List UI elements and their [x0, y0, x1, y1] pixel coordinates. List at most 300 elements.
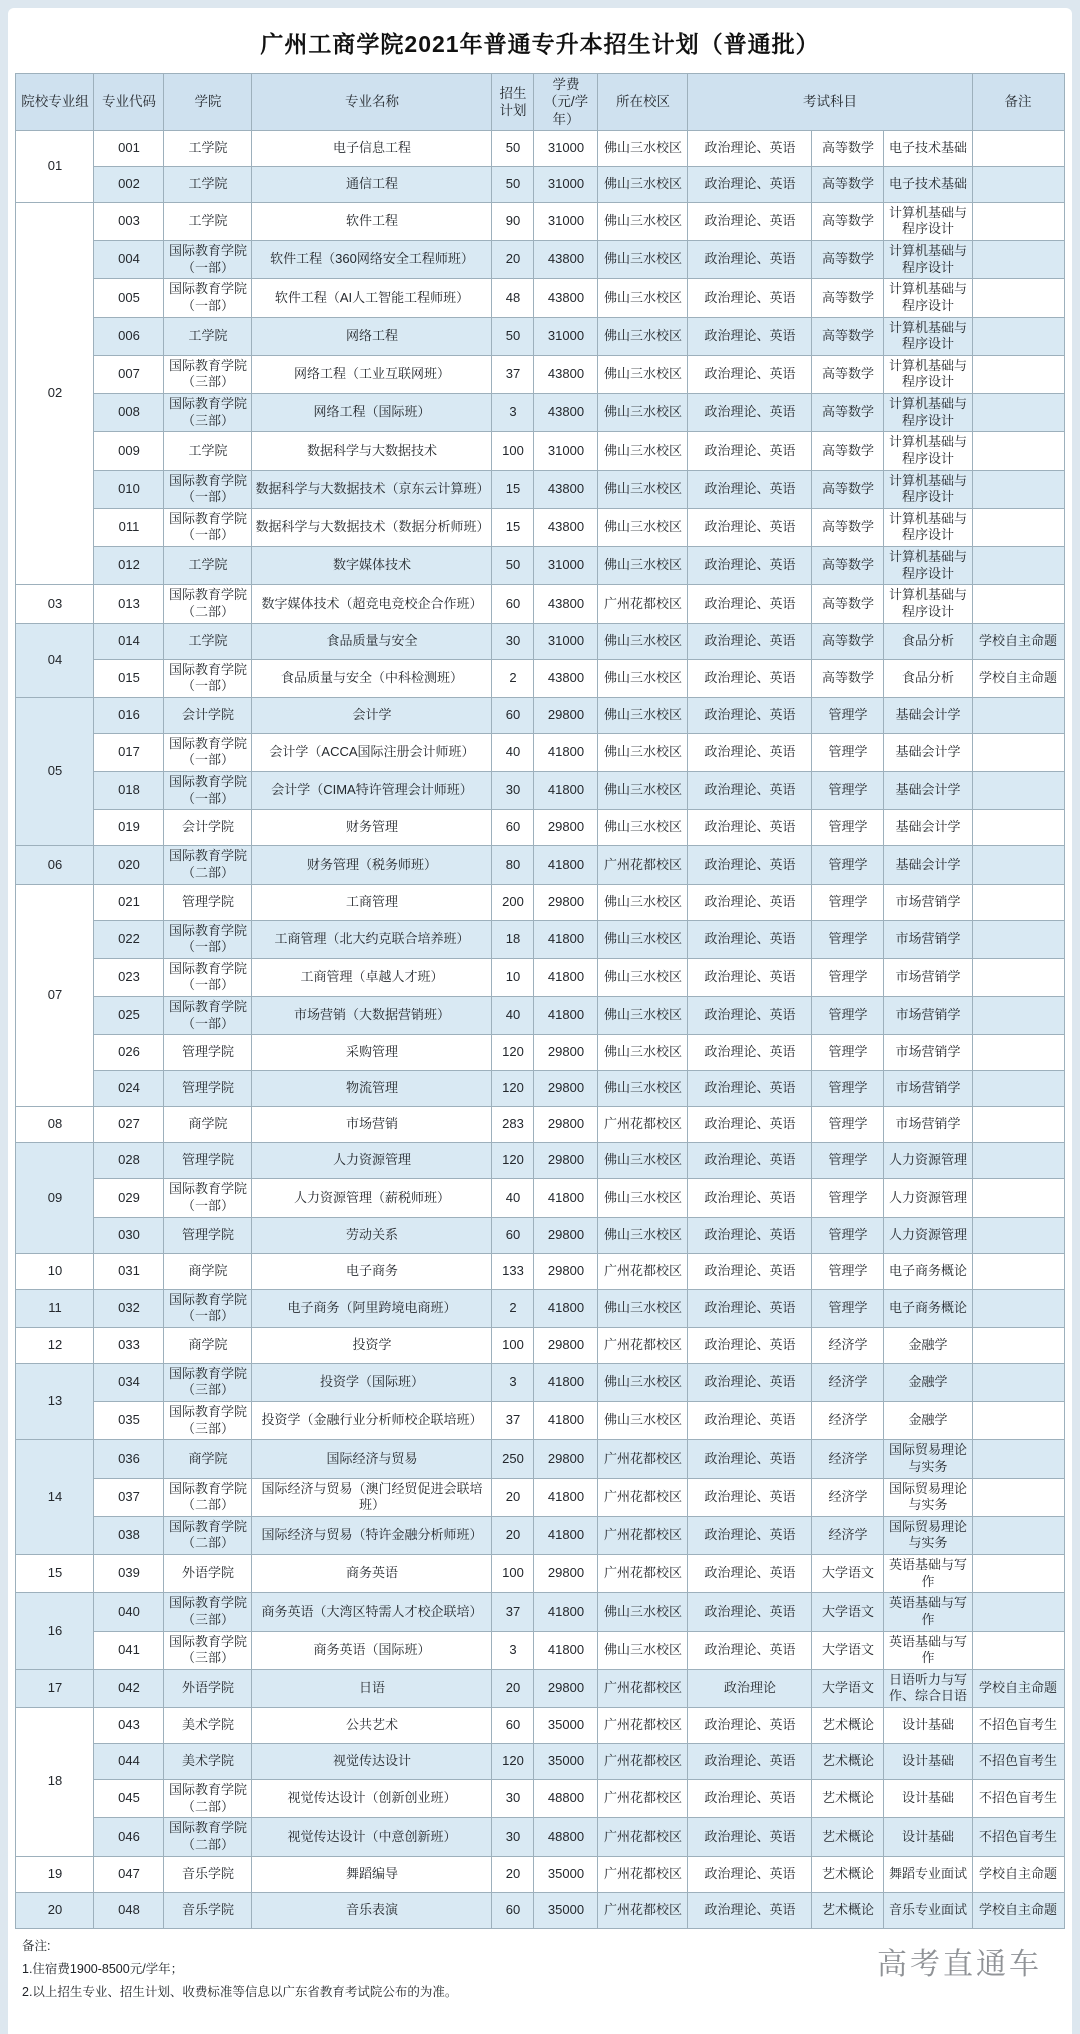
cell-note: [972, 846, 1064, 884]
cell-major: 软件工程: [252, 202, 492, 240]
cell-college: 工学院: [164, 130, 252, 166]
cell-note: 学校自主命题: [972, 623, 1064, 659]
cell-campus: 佛山三水校区: [598, 772, 688, 810]
cell-fee: 43800: [534, 241, 598, 279]
table-body: [16, 130, 1064, 1928]
cell-plan: 60: [492, 1217, 534, 1253]
header-plan: 招生计划: [492, 74, 534, 131]
footnote-line: 2.以上招生专业、招生计划、收费标准等信息以广东省教育考试院公布的为准。: [22, 1984, 458, 1999]
cell-exam1: 政治理论、英语: [688, 394, 812, 432]
cell-fee: 48800: [534, 1818, 598, 1856]
cell-code: 039: [94, 1555, 164, 1593]
cell-exam3: 基础会计学: [884, 810, 972, 846]
cell-exam2: 高等数学: [812, 432, 884, 470]
cell-exam2: 高等数学: [812, 508, 884, 546]
cell-college: 会计学院: [164, 697, 252, 733]
cell-note: [972, 1516, 1064, 1554]
cell-campus: 广州花都校区: [598, 846, 688, 884]
table-row: [16, 1253, 1064, 1289]
cell-college: 商学院: [164, 1327, 252, 1363]
cell-group: 02: [16, 202, 94, 585]
cell-exam1: 政治理论、英语: [688, 1631, 812, 1669]
cell-exam3: 计算机基础与程序设计: [884, 547, 972, 585]
cell-code: 014: [94, 623, 164, 659]
cell-code: 009: [94, 432, 164, 470]
cell-exam3: 设计基础: [884, 1780, 972, 1818]
table-row: [16, 659, 1064, 697]
cell-exam2: 管理学: [812, 1143, 884, 1179]
cell-fee: 29800: [534, 1253, 598, 1289]
header-exam: 考试科目: [688, 74, 972, 131]
cell-exam1: 政治理论、英语: [688, 1555, 812, 1593]
cell-college: 管理学院: [164, 1071, 252, 1107]
cell-campus: 佛山三水校区: [598, 1035, 688, 1071]
cell-exam3: 音乐专业面试: [884, 1892, 972, 1928]
cell-exam1: 政治理论、英语: [688, 1780, 812, 1818]
cell-note: [972, 1143, 1064, 1179]
cell-exam1: 政治理论、英语: [688, 355, 812, 393]
cell-major: 人力资源管理: [252, 1143, 492, 1179]
table-row: [16, 846, 1064, 884]
cell-fee: 29800: [534, 1071, 598, 1107]
cell-note: [972, 958, 1064, 996]
cell-college: 美术学院: [164, 1744, 252, 1780]
cell-note: [972, 585, 1064, 623]
cell-plan: 2: [492, 1289, 534, 1327]
cell-code: 030: [94, 1217, 164, 1253]
cell-note: [972, 1555, 1064, 1593]
cell-note: [972, 241, 1064, 279]
cell-group: 03: [16, 585, 94, 623]
cell-campus: 广州花都校区: [598, 1818, 688, 1856]
cell-note: [972, 1631, 1064, 1669]
cell-plan: 2: [492, 659, 534, 697]
cell-exam1: 政治理论、英语: [688, 470, 812, 508]
cell-major: 商务英语（大湾区特需人才校企联培）: [252, 1593, 492, 1631]
cell-code: 017: [94, 733, 164, 771]
header-campus: 所在校区: [598, 74, 688, 131]
cell-code: 020: [94, 846, 164, 884]
cell-major: 国际经济与贸易（澳门经贸促进会联培班）: [252, 1478, 492, 1516]
cell-campus: 佛山三水校区: [598, 1593, 688, 1631]
table-row: [16, 1363, 1064, 1401]
cell-group: 12: [16, 1327, 94, 1363]
cell-code: 023: [94, 958, 164, 996]
cell-exam1: 政治理论、英语: [688, 1071, 812, 1107]
watermark: 高考直通车: [877, 1947, 1042, 1981]
cell-code: 025: [94, 997, 164, 1035]
cell-college: 国际教育学院（一部）: [164, 958, 252, 996]
table-row: [16, 884, 1064, 920]
cell-fee: 41800: [534, 733, 598, 771]
cell-exam3: 电子商务概论: [884, 1289, 972, 1327]
table-row: [16, 432, 1064, 470]
cell-college: 工学院: [164, 432, 252, 470]
cell-exam3: 计算机基础与程序设计: [884, 202, 972, 240]
cell-major: 网络工程（工业互联网班）: [252, 355, 492, 393]
cell-exam2: 管理学: [812, 1107, 884, 1143]
cell-fee: 41800: [534, 997, 598, 1035]
cell-group: 04: [16, 623, 94, 697]
cell-college: 商学院: [164, 1253, 252, 1289]
cell-campus: 佛山三水校区: [598, 1217, 688, 1253]
cell-major: 舞蹈编导: [252, 1856, 492, 1892]
table-row: [16, 1780, 1064, 1818]
cell-major: 会计学: [252, 697, 492, 733]
cell-major: 采购管理: [252, 1035, 492, 1071]
cell-code: 033: [94, 1327, 164, 1363]
cell-plan: 37: [492, 355, 534, 393]
cell-campus: 佛山三水校区: [598, 1402, 688, 1440]
cell-campus: 佛山三水校区: [598, 470, 688, 508]
cell-college: 商学院: [164, 1107, 252, 1143]
cell-group: 17: [16, 1669, 94, 1707]
cell-code: 016: [94, 697, 164, 733]
cell-exam1: 政治理论、英语: [688, 1440, 812, 1478]
table-row: [16, 1593, 1064, 1631]
table-row: [16, 1217, 1064, 1253]
cell-exam2: 管理学: [812, 997, 884, 1035]
cell-college: 国际教育学院（一部）: [164, 920, 252, 958]
cell-note: 不招色盲考生: [972, 1708, 1064, 1744]
cell-college: 国际教育学院（二部）: [164, 1780, 252, 1818]
cell-fee: 41800: [534, 1402, 598, 1440]
header-note: 备注: [972, 74, 1064, 131]
table-row: [16, 508, 1064, 546]
cell-exam2: 管理学: [812, 1289, 884, 1327]
cell-campus: 佛山三水校区: [598, 1143, 688, 1179]
cell-campus: 佛山三水校区: [598, 810, 688, 846]
cell-exam3: 人力资源管理: [884, 1143, 972, 1179]
cell-campus: 佛山三水校区: [598, 432, 688, 470]
cell-major: 工商管理（卓越人才班）: [252, 958, 492, 996]
cell-plan: 50: [492, 130, 534, 166]
cell-exam2: 管理学: [812, 846, 884, 884]
cell-note: [972, 1440, 1064, 1478]
cell-note: 学校自主命题: [972, 1892, 1064, 1928]
cell-exam1: 政治理论、英语: [688, 697, 812, 733]
cell-fee: 41800: [534, 920, 598, 958]
cell-campus: 广州花都校区: [598, 1555, 688, 1593]
cell-exam2: 经济学: [812, 1440, 884, 1478]
cell-exam2: 管理学: [812, 1179, 884, 1217]
cell-note: [972, 432, 1064, 470]
cell-exam2: 管理学: [812, 884, 884, 920]
cell-exam1: 政治理论、英语: [688, 623, 812, 659]
cell-major: 电子商务: [252, 1253, 492, 1289]
cell-plan: 15: [492, 470, 534, 508]
cell-exam1: 政治理论、英语: [688, 508, 812, 546]
cell-plan: 48: [492, 279, 534, 317]
cell-fee: 29800: [534, 1035, 598, 1071]
cell-fee: 31000: [534, 130, 598, 166]
cell-exam3: 国际贸易理论与实务: [884, 1440, 972, 1478]
cell-fee: 41800: [534, 772, 598, 810]
cell-note: [972, 1071, 1064, 1107]
header-major: 专业名称: [252, 74, 492, 131]
cell-note: [972, 772, 1064, 810]
cell-plan: 50: [492, 547, 534, 585]
cell-fee: 35000: [534, 1744, 598, 1780]
cell-fee: 41800: [534, 1179, 598, 1217]
cell-note: [972, 810, 1064, 846]
cell-plan: 18: [492, 920, 534, 958]
cell-exam3: 电子技术基础: [884, 166, 972, 202]
cell-campus: 广州花都校区: [598, 1892, 688, 1928]
table-row: [16, 623, 1064, 659]
cell-exam2: 大学语文: [812, 1669, 884, 1707]
cell-plan: 100: [492, 1327, 534, 1363]
cell-campus: 佛山三水校区: [598, 547, 688, 585]
content-card: [8, 8, 1072, 2034]
cell-campus: 广州花都校区: [598, 1780, 688, 1818]
cell-note: [972, 166, 1064, 202]
table-row: [16, 166, 1064, 202]
cell-college: 国际教育学院（一部）: [164, 1179, 252, 1217]
cell-note: [972, 1289, 1064, 1327]
cell-college: 工学院: [164, 547, 252, 585]
cell-major: 网络工程（国际班）: [252, 394, 492, 432]
table-row: [16, 1143, 1064, 1179]
cell-exam3: 基础会计学: [884, 846, 972, 884]
table-row: [16, 279, 1064, 317]
table-row: [16, 1402, 1064, 1440]
cell-exam3: 英语基础与写作: [884, 1593, 972, 1631]
cell-exam1: 政治理论、英语: [688, 1818, 812, 1856]
cell-exam1: 政治理论、英语: [688, 810, 812, 846]
cell-group: 20: [16, 1892, 94, 1928]
cell-note: [972, 1478, 1064, 1516]
cell-note: [972, 547, 1064, 585]
cell-exam3: 计算机基础与程序设计: [884, 241, 972, 279]
cell-exam3: 英语基础与写作: [884, 1631, 972, 1669]
cell-exam3: 电子商务概论: [884, 1253, 972, 1289]
cell-major: 软件工程（360网络安全工程师班）: [252, 241, 492, 279]
cell-exam1: 政治理论、英语: [688, 130, 812, 166]
cell-major: 会计学（CIMA特许管理会计师班）: [252, 772, 492, 810]
cell-campus: 佛山三水校区: [598, 623, 688, 659]
cell-major: 数字媒体技术（超竞电竞校企合作班）: [252, 585, 492, 623]
cell-major: 音乐表演: [252, 1892, 492, 1928]
cell-group: 06: [16, 846, 94, 884]
cell-note: [972, 884, 1064, 920]
cell-fee: 29800: [534, 1107, 598, 1143]
cell-group: 09: [16, 1143, 94, 1253]
cell-exam2: 高等数学: [812, 394, 884, 432]
cell-campus: 佛山三水校区: [598, 1289, 688, 1327]
cell-note: 学校自主命题: [972, 1669, 1064, 1707]
cell-plan: 40: [492, 997, 534, 1035]
cell-campus: 佛山三水校区: [598, 317, 688, 355]
cell-exam2: 高等数学: [812, 355, 884, 393]
cell-plan: 100: [492, 1555, 534, 1593]
cell-college: 国际教育学院（一部）: [164, 997, 252, 1035]
cell-note: [972, 130, 1064, 166]
cell-exam2: 艺术概论: [812, 1856, 884, 1892]
cell-exam3: 舞蹈专业面试: [884, 1856, 972, 1892]
cell-code: 035: [94, 1402, 164, 1440]
cell-note: [972, 1363, 1064, 1401]
cell-code: 002: [94, 166, 164, 202]
cell-note: [972, 1179, 1064, 1217]
table-row: [16, 1035, 1064, 1071]
cell-major: 商务英语: [252, 1555, 492, 1593]
cell-exam2: 管理学: [812, 810, 884, 846]
cell-major: 会计学（ACCA国际注册会计师班）: [252, 733, 492, 771]
cell-fee: 35000: [534, 1708, 598, 1744]
cell-fee: 41800: [534, 1593, 598, 1631]
footer: [22, 1935, 1058, 2004]
cell-exam1: 政治理论、英语: [688, 772, 812, 810]
cell-group: 16: [16, 1593, 94, 1670]
cell-note: [972, 317, 1064, 355]
cell-plan: 30: [492, 1818, 534, 1856]
cell-code: 021: [94, 884, 164, 920]
cell-note: [972, 394, 1064, 432]
cell-exam1: 政治理论、英语: [688, 241, 812, 279]
cell-college: 工学院: [164, 166, 252, 202]
cell-exam1: 政治理论、英语: [688, 1363, 812, 1401]
cell-group: 18: [16, 1708, 94, 1857]
cell-exam2: 管理学: [812, 772, 884, 810]
cell-exam3: 市场营销学: [884, 884, 972, 920]
cell-exam1: 政治理论、英语: [688, 432, 812, 470]
cell-college: 外语学院: [164, 1669, 252, 1707]
cell-exam1: 政治理论、英语: [688, 1289, 812, 1327]
cell-exam3: 人力资源管理: [884, 1217, 972, 1253]
cell-code: 044: [94, 1744, 164, 1780]
cell-college: 工学院: [164, 317, 252, 355]
cell-exam3: 食品分析: [884, 659, 972, 697]
cell-exam2: 高等数学: [812, 659, 884, 697]
cell-note: [972, 1327, 1064, 1363]
cell-fee: 31000: [534, 432, 598, 470]
cell-campus: 广州花都校区: [598, 1478, 688, 1516]
cell-exam1: 政治理论、英语: [688, 846, 812, 884]
cell-campus: 广州花都校区: [598, 585, 688, 623]
cell-major: 市场营销（大数据营销班）: [252, 997, 492, 1035]
cell-code: 028: [94, 1143, 164, 1179]
header-college: 学院: [164, 74, 252, 131]
cell-fee: 43800: [534, 659, 598, 697]
table-row: [16, 355, 1064, 393]
cell-exam2: 管理学: [812, 1035, 884, 1071]
cell-campus: 佛山三水校区: [598, 394, 688, 432]
cell-major: 软件工程（AI人工智能工程师班）: [252, 279, 492, 317]
cell-exam2: 经济学: [812, 1327, 884, 1363]
cell-group: 11: [16, 1289, 94, 1327]
cell-group: 19: [16, 1856, 94, 1892]
cell-exam2: 高等数学: [812, 241, 884, 279]
cell-exam2: 高等数学: [812, 166, 884, 202]
cell-exam2: 大学语文: [812, 1593, 884, 1631]
cell-exam1: 政治理论、英语: [688, 1744, 812, 1780]
cell-fee: 31000: [534, 547, 598, 585]
cell-plan: 60: [492, 697, 534, 733]
cell-campus: 广州花都校区: [598, 1856, 688, 1892]
cell-plan: 250: [492, 1440, 534, 1478]
cell-major: 视觉传达设计: [252, 1744, 492, 1780]
cell-fee: 29800: [534, 1555, 598, 1593]
cell-campus: 广州花都校区: [598, 1516, 688, 1554]
cell-exam3: 市场营销学: [884, 958, 972, 996]
cell-major: 国际经济与贸易（特许金融分析师班）: [252, 1516, 492, 1554]
cell-exam1: 政治理论、英语: [688, 1327, 812, 1363]
cell-plan: 120: [492, 1071, 534, 1107]
table-row: [16, 1440, 1064, 1478]
cell-exam1: 政治理论: [688, 1669, 812, 1707]
cell-exam1: 政治理论、英语: [688, 1478, 812, 1516]
cell-code: 011: [94, 508, 164, 546]
cell-exam3: 电子技术基础: [884, 130, 972, 166]
cell-exam3: 日语听力与写作、综合日语: [884, 1669, 972, 1707]
cell-code: 022: [94, 920, 164, 958]
cell-exam3: 金融学: [884, 1402, 972, 1440]
cell-campus: 佛山三水校区: [598, 733, 688, 771]
cell-exam3: 金融学: [884, 1363, 972, 1401]
cell-college: 国际教育学院（一部）: [164, 1289, 252, 1327]
cell-college: 音乐学院: [164, 1892, 252, 1928]
cell-major: 食品质量与安全（中科检测班）: [252, 659, 492, 697]
footnote-line: 1.住宿费1900-8500元/学年；: [22, 1961, 184, 1976]
cell-exam3: 计算机基础与程序设计: [884, 432, 972, 470]
footnote-label: 备注:: [22, 1938, 51, 1953]
cell-college: 管理学院: [164, 1143, 252, 1179]
cell-major: 市场营销: [252, 1107, 492, 1143]
cell-campus: 佛山三水校区: [598, 202, 688, 240]
cell-exam2: 管理学: [812, 697, 884, 733]
cell-campus: 广州花都校区: [598, 1107, 688, 1143]
cell-note: [972, 733, 1064, 771]
cell-campus: 佛山三水校区: [598, 659, 688, 697]
cell-plan: 10: [492, 958, 534, 996]
cell-exam3: 基础会计学: [884, 697, 972, 733]
cell-college: 国际教育学院（二部）: [164, 585, 252, 623]
cell-code: 005: [94, 279, 164, 317]
cell-plan: 3: [492, 394, 534, 432]
cell-exam3: 国际贸易理论与实务: [884, 1478, 972, 1516]
cell-college: 国际教育学院（三部）: [164, 1363, 252, 1401]
cell-fee: 43800: [534, 394, 598, 432]
cell-fee: 29800: [534, 884, 598, 920]
table-row: [16, 1327, 1064, 1363]
cell-plan: 60: [492, 1892, 534, 1928]
cell-major: 工商管理: [252, 884, 492, 920]
cell-code: 027: [94, 1107, 164, 1143]
cell-code: 029: [94, 1179, 164, 1217]
header-fee: 学费（元/学年）: [534, 74, 598, 131]
cell-exam2: 高等数学: [812, 130, 884, 166]
cell-plan: 200: [492, 884, 534, 920]
cell-code: 040: [94, 1593, 164, 1631]
cell-exam2: 高等数学: [812, 317, 884, 355]
cell-exam3: 计算机基础与程序设计: [884, 394, 972, 432]
cell-fee: 29800: [534, 697, 598, 733]
table-row: [16, 1555, 1064, 1593]
cell-college: 国际教育学院（一部）: [164, 772, 252, 810]
cell-major: 食品质量与安全: [252, 623, 492, 659]
cell-exam1: 政治理论、英语: [688, 1179, 812, 1217]
cell-note: 学校自主命题: [972, 1856, 1064, 1892]
cell-exam1: 政治理论、英语: [688, 1708, 812, 1744]
cell-fee: 31000: [534, 166, 598, 202]
cell-code: 019: [94, 810, 164, 846]
cell-exam1: 政治理论、英语: [688, 1593, 812, 1631]
cell-major: 电子商务（阿里跨境电商班）: [252, 1289, 492, 1327]
cell-campus: 佛山三水校区: [598, 1631, 688, 1669]
cell-major: 投资学: [252, 1327, 492, 1363]
cell-plan: 37: [492, 1593, 534, 1631]
